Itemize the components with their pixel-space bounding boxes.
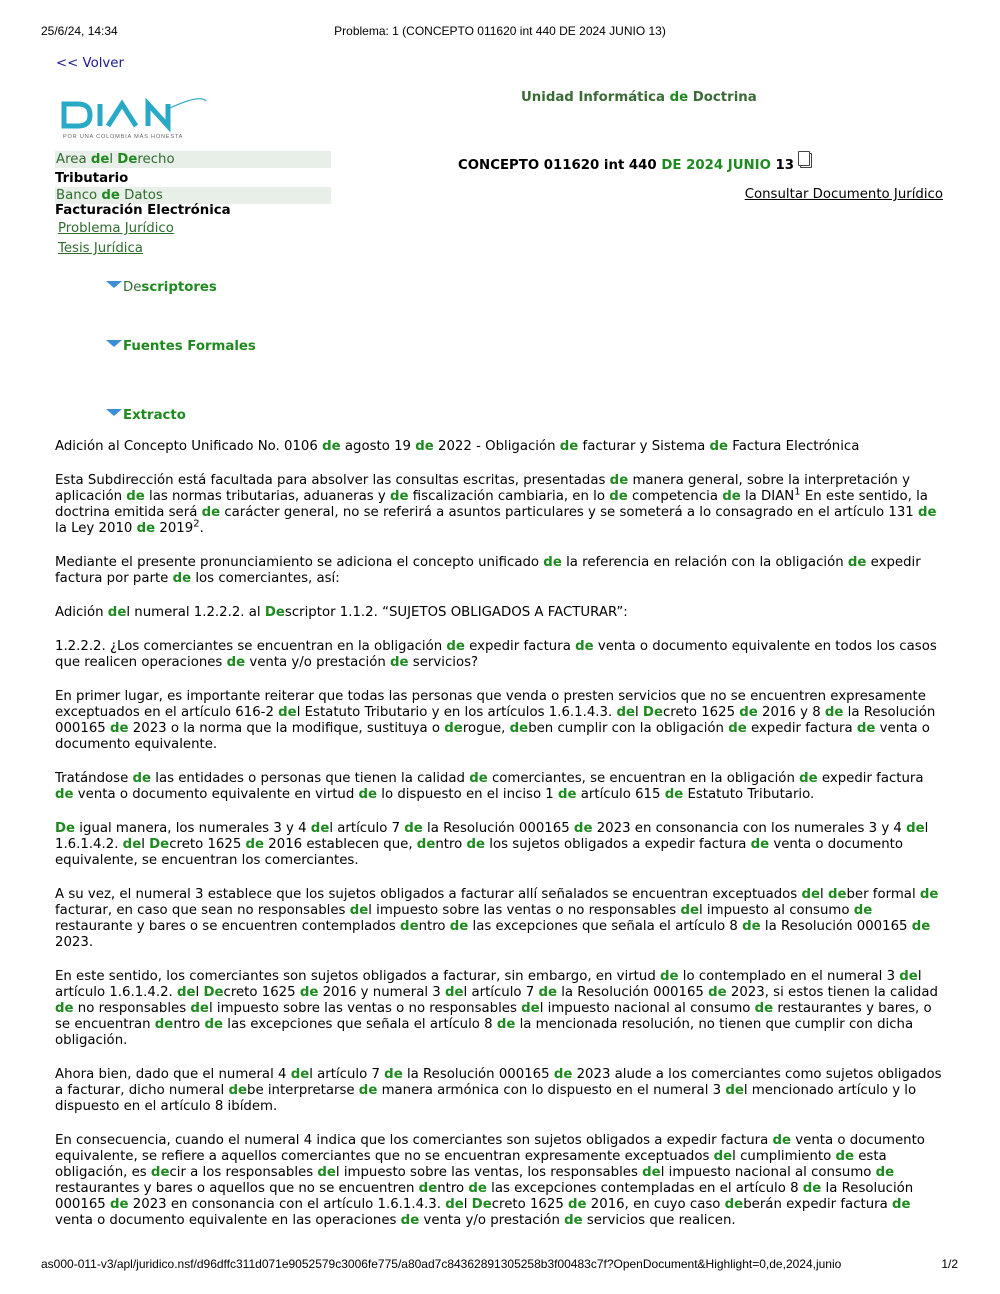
search-highlight: de <box>739 705 758 720</box>
search-highlight: de <box>418 1181 438 1196</box>
search-highlight: Extracto <box>123 408 186 423</box>
search-highlight: de <box>558 787 577 802</box>
search-highlight: de <box>317 1165 336 1180</box>
search-highlight: de <box>172 571 192 586</box>
search-highlight: de <box>384 1067 403 1082</box>
search-highlight: de <box>469 771 488 786</box>
section-label: Descriptores <box>123 280 217 295</box>
document-icon[interactable] <box>798 151 810 166</box>
search-highlight: de <box>390 655 409 670</box>
dian-logo-mark <box>60 98 210 142</box>
search-highlight: de <box>154 1017 174 1032</box>
search-highlight: De <box>149 837 170 852</box>
section-fuentes-formales[interactable] <box>106 339 256 354</box>
logo-tagline: POR UNA COLOMBIA MÁS HONESTA <box>63 134 184 140</box>
search-highlight: de <box>521 1001 540 1016</box>
search-highlight: de <box>444 985 464 1000</box>
concept-title <box>458 154 810 173</box>
section-descriptores[interactable] <box>106 280 217 295</box>
consult-document-link[interactable]: Consultar Documento Jurídico <box>744 187 943 202</box>
print-url: as000-011-v3/apl/juridico.nsf/d96dffc311d071e9052579c3006fe775/a80ad7c84362891305258b3f00483c7f?OpenDocument&Highlight=0,de,2024,junio <box>41 1257 842 1271</box>
search-highlight: de <box>122 837 142 852</box>
search-highlight: de <box>564 1213 583 1228</box>
search-highlight: de <box>772 1133 792 1148</box>
search-highlight: de <box>827 887 847 902</box>
triangle-down-icon[interactable] <box>106 340 122 347</box>
back-link[interactable]: << Volver <box>56 56 124 71</box>
paragraph: Esta Subdirección está facultada para absolver las consultas escritas, presentadas de manera general, sobre la interpretación y aplicación de las normas tributarias, aduaneras y de fiscalización cambiaria, en lo de competencia de la DIAN$^1$ En este sentido, la doctrina emitida será de carácter general, no se referirá a asuntos particulares y se someterá a lo consagrado en el artículo 131 de la Ley 2010 de 2019$^2$. <box>55 473 937 536</box>
search-highlight: de <box>404 821 423 836</box>
print-title: Problema: 1 (CONCEPTO 011620 int 440 DE 2024 JUNIO 13) <box>334 24 666 38</box>
concept-text: CONCEPTO 011620 int 440 DE 2024 JUNIO 13 <box>458 158 795 173</box>
section-label <box>123 408 186 423</box>
paragraph: En primer lugar, es importante reiterar que todas las personas que venda o presten servicios que no se encuentren expresamente exceptuados en el artículo 616-2 del Estatuto Tributario y en los artículos 1.6.1.4.3. del Decreto 1625 de 2016 y 8 de la Resolución 000165 de 2023 o la norma que la modifique, sustituya o derogue, deben cumplir con la obligación de expedir factura de venta o documento equivalente. <box>55 689 936 752</box>
search-highlight: de <box>176 985 196 1000</box>
search-highlight: de <box>573 821 593 836</box>
search-highlight: de <box>856 721 876 736</box>
search-highlight: de <box>609 489 628 504</box>
search-highlight: de <box>642 1165 661 1180</box>
search-highlight: de <box>801 887 821 902</box>
search-highlight: de <box>543 555 562 570</box>
search-highlight: de <box>310 821 330 836</box>
paragraph: Tratándose de las entidades o personas que tienen la calidad de comerciantes, se encuentran en la obligación de expedir factura de venta o documento equivalente en virtud de lo dispuesto en el inciso 1 de artículo 615 de Estatuto Tributario. <box>55 771 924 802</box>
print-date: 25/6/24, 14:34 <box>41 24 118 38</box>
triangle-down-icon[interactable] <box>106 409 122 416</box>
search-highlight: de <box>245 837 265 852</box>
footnote-ref: 1 <box>794 486 801 498</box>
search-highlight: de <box>358 787 378 802</box>
search-highlight: de <box>906 821 925 836</box>
search-highlight: de <box>496 1017 516 1032</box>
search-highlight: de <box>659 969 679 984</box>
search-highlight: de <box>713 1149 733 1164</box>
search-highlight: de <box>609 473 629 488</box>
search-highlight: de <box>538 985 558 1000</box>
search-highlight: de <box>358 1083 378 1098</box>
search-highlight: de <box>835 1149 854 1164</box>
search-highlight: de <box>416 837 436 852</box>
search-highlight: de <box>228 1083 247 1098</box>
search-highlight: de <box>664 787 684 802</box>
area-label: Area del Derecho <box>55 151 331 168</box>
paragraph: En este sentido, los comerciantes son sujetos obligados a facturar, sin embargo, en virtud de lo contemplado en el numeral 3 del artículo 1.6.1.4.2. del Decreto 1625 de 2016 y numeral 3 del artículo 7 de la Resolución 000165 de 2023, si estos tienen la calidad de no responsables del impuesto sobre las ventas o no responsables del impuesto nacional al consumo de restaurantes y bares, o se encuentran dentro de las excepciones que señala el artículo 8 de la mencionada resolución, no tienen que cumplir con dicha obligación. <box>55 969 938 1048</box>
bank-label: Banco de Datos <box>55 187 331 204</box>
paragraph: A su vez, el numeral 3 establece que los sujetos obligados a facturar allí señalados se encuentran exceptuados del deber formal de facturar, en caso que sean no responsables del impuesto sobre las ventas o no responsables del impuesto al consumo de restaurante y bares o se encuentren contemplados dentro de las excepciones que señala el artículo 8 de la Resolución 000165 de 2023. <box>55 887 939 950</box>
search-highlight: de <box>444 721 463 736</box>
unit-title: Unidad Informática de Doctrina <box>521 90 757 105</box>
search-highlight: de <box>201 505 221 520</box>
search-highlight: de <box>349 903 369 918</box>
paragraph: Ahora bien, dado que el numeral 4 del artículo 7 de la Resolución 000165 de 2023 alude a los comerciantes como sujetos obligados a facturar, dicho numeral debe interpretarse de manera armónica con lo dispuesto en el numeral 3 del mencionado artículo y lo dispuesto en el artículo 8 ibídem. <box>55 1067 942 1114</box>
search-highlight: de <box>847 555 867 570</box>
triangle-down-icon[interactable] <box>106 281 122 288</box>
search-highlight: de <box>875 1165 895 1180</box>
search-highlight: de <box>107 605 127 620</box>
search-highlight: de <box>466 837 486 852</box>
search-highlight: de <box>853 903 873 918</box>
search-highlight: De <box>203 985 224 1000</box>
search-highlight: de <box>449 919 469 934</box>
search-highlight: de <box>802 1181 822 1196</box>
search-highlight: de <box>445 1197 464 1212</box>
search-highlight: de <box>55 787 74 802</box>
search-highlight: de <box>468 1181 487 1196</box>
search-highlight: de <box>568 1197 587 1212</box>
search-highlight: de <box>110 1197 129 1212</box>
bank-value: Facturación Electrónica <box>55 203 231 218</box>
area-value: Tributario <box>55 171 129 186</box>
paragraph: Mediante el presente pronunciamiento se adiciona el concepto unificado de la referencia en relación con la obligación de expedir factura por parte de los comerciantes, así: <box>55 555 921 586</box>
search-highlight: de <box>824 705 844 720</box>
search-highlight: de <box>446 639 465 654</box>
search-highlight: de <box>559 439 579 454</box>
search-highlight: scriptores <box>141 280 217 295</box>
footnote-ref: 2 <box>193 518 200 530</box>
paragraph: Adición del numeral 1.2.2.2. al Descriptor 1.1.2. “SUJETOS OBLIGADOS A FACTURAR”: <box>55 605 628 620</box>
search-highlight: De <box>264 605 285 620</box>
search-highlight: Fuentes Formales <box>123 339 256 354</box>
extracto-body <box>55 439 945 1247</box>
search-highlight: de <box>680 903 699 918</box>
search-highlight: de <box>322 439 341 454</box>
section-extracto[interactable] <box>106 408 186 423</box>
search-highlight: de <box>509 721 529 736</box>
search-highlight: de <box>799 771 818 786</box>
logo-word: DIAN <box>60 98 63 99</box>
search-highlight: de <box>669 90 689 105</box>
search-highlight: de <box>101 188 120 203</box>
search-highlight: de <box>400 919 419 934</box>
search-highlight: de <box>400 1213 420 1228</box>
print-page-number: 1/2 <box>941 1257 958 1271</box>
search-highlight: 2024 <box>686 158 724 173</box>
search-highlight: de <box>722 489 741 504</box>
search-highlight: de <box>390 489 409 504</box>
search-highlight: De <box>55 821 76 836</box>
search-highlight: de <box>724 1197 744 1212</box>
section-label <box>123 339 256 354</box>
paragraph: 1.2.2.2. ¿Los comerciantes se encuentran en la obligación de expedir factura de venta o documento equivalente en todos los casos que realicen operaciones de venta y/o prestación de servicios? <box>55 639 937 670</box>
search-highlight: de <box>754 1001 774 1016</box>
search-highlight: de <box>750 837 770 852</box>
search-highlight: de <box>728 721 747 736</box>
search-highlight: de <box>415 439 434 454</box>
search-highlight: de <box>226 655 246 670</box>
search-highlight: de <box>891 1197 911 1212</box>
search-highlight: de <box>575 639 594 654</box>
search-highlight: de <box>708 985 727 1000</box>
search-highlight: DE <box>661 158 682 173</box>
search-highlight: de <box>204 1017 224 1032</box>
search-highlight: de <box>110 721 129 736</box>
search-highlight: de <box>553 1067 573 1082</box>
search-highlight: de <box>132 771 152 786</box>
search-highlight: de <box>136 521 156 536</box>
search-highlight: de <box>742 919 761 934</box>
search-highlight: de <box>290 1067 310 1082</box>
search-highlight: de <box>55 1001 74 1016</box>
tesis-juridica-link[interactable]: Tesis Jurídica <box>58 241 143 256</box>
problema-juridico-link[interactable]: Problema Jurídico <box>58 221 174 236</box>
search-highlight: de <box>150 1165 170 1180</box>
search-highlight: De <box>117 152 138 167</box>
paragraph: En consecuencia, cuando el numeral 4 indica que los comerciantes son sujetos obligados a expedir factura de venta o documento equivalente, se refiere a aquellos comerciantes que no se encuentran expresamente exceptuados del cumplimiento de esta obligación, es decir a los responsables del impuesto sobre las ventas, los responsables del impuesto nacional al consumo de restaurantes y bares o aquellos que no se encuentren dentro de las excepciones contempladas en el artículo 8 de la Resolución 000165 de 2023 en consonancia con el artículo 1.6.1.4.3. del Decreto 1625 de 2016, en cuyo caso deberán expedir factura de venta o documento equivalente en las operaciones de venta y/o prestación de servicios que realicen. <box>55 1133 925 1228</box>
paragraph: De igual manera, los numerales 3 y 4 del artículo 7 de la Resolución 000165 de 2023 en consonancia con los numerales 3 y 4 del 1.6.1.4.2. del Decreto 1625 de 2016 establecen que, dentro de los sujetos obligados a expedir factura de venta o documento equivalente, se encuentran los comerciantes. <box>55 821 929 868</box>
search-highlight: de <box>709 439 729 454</box>
search-highlight: de <box>190 1001 209 1016</box>
search-highlight: de <box>911 919 931 934</box>
search-highlight: de <box>278 705 297 720</box>
search-highlight: de <box>616 705 635 720</box>
dian-logo <box>60 98 210 142</box>
search-highlight: De <box>471 1197 492 1212</box>
search-highlight: JUNIO <box>727 158 771 173</box>
search-highlight: de <box>919 887 939 902</box>
search-highlight: De <box>642 705 663 720</box>
search-highlight: de <box>917 505 937 520</box>
paragraph: Adición al Concepto Unificado No. 0106 de agosto 19 de 2022 - Obligación de facturar y Sistema de Factura Electrónica <box>55 439 860 454</box>
search-highlight: de <box>299 985 319 1000</box>
search-highlight: de <box>90 152 110 167</box>
search-highlight: de <box>126 489 145 504</box>
search-highlight: de <box>899 969 918 984</box>
search-highlight: de <box>725 1083 744 1098</box>
